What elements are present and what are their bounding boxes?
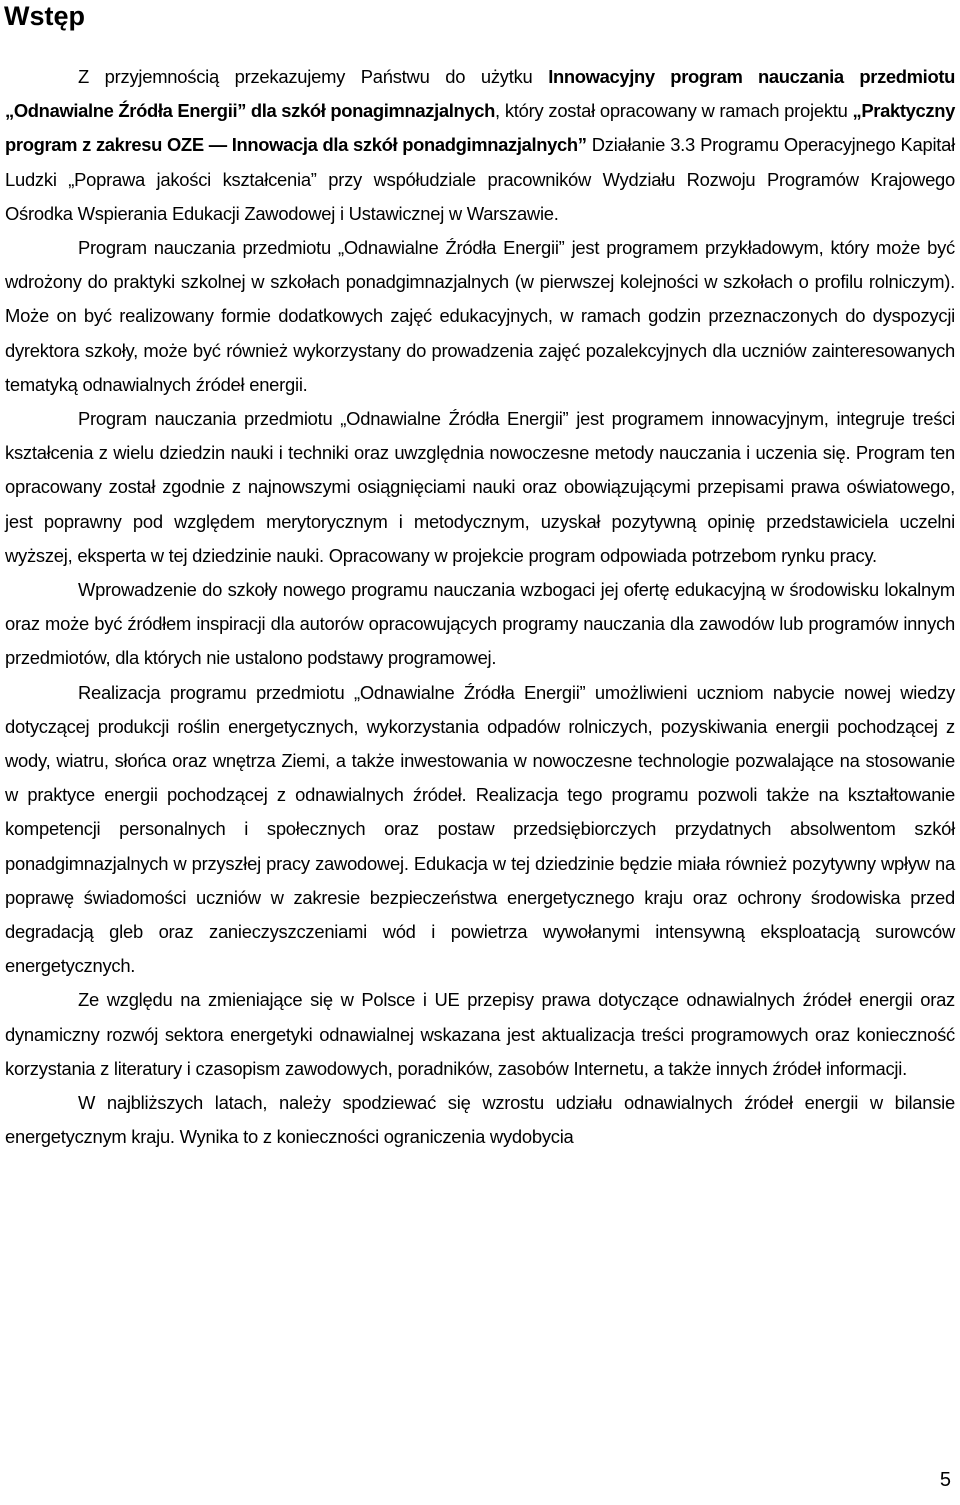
paragraph-2: Program nauczania przedmiotu „Odnawialne Źródła Energii” jest programem przykładowym, który może być wdrożony do praktyki szkolnej w szkołach ponadgimnazjalnych (w pierwszej kolejności w szkołach o profilu rolniczym). Może on być realizowany formie dodatkowych zajęć edukacyjnych, w ramach godzin przeznaczonych do dyspozycji dyrektora szkoły, może być również wykorzystany do prowadzenia zajęć pozalekcyjnych dla uczniów zainteresowanych tematyką odnawialnych źródeł energii. [5, 237, 955, 395]
project-title: „Praktyczny program z zakresu OZE — Innowacja dla szkół ponadgimnazjalnych” [5, 100, 956, 156]
program-title: Innowacyjny program nauczania przedmiotu „Odnawialne Źródła Energii” dla szkół ponagimnazjalnych [5, 66, 955, 122]
paragraph-1-part-1: Z przyjemnością przekazujemy Państwu do użytku [78, 66, 549, 87]
paragraph-5: Realizacja programu przedmiotu „Odnawialne Źródła Energii” umożliwieni uczniom nabycie nowej wiedzy dotyczącej produkcji roślin energetycznych, wykorzystania odpadów rolniczych, pozyskiwania energii pochodzącej z wody, wiatru, słońca oraz wnętrza Ziemi, a także inwestowania w nowoczesne technologie pozwalające na stosowanie w praktyce energii pochodzącej z odnawialnych źródeł. Realizacja tego programu pozwoli także na kształtowanie kompetencji personalnych i społecznych oraz postaw przedsiębiorczych przydatnych absolwentom szkół ponadgimnazjalnych w przyszłej pracy zawodowej. Edukacja w tej dziedzinie będzie miała również pozytywny wpływ na poprawę świadomości uczniów w zakresie bezpieczeństwa energetycznego kraju oraz ochrony środowiska przed degradacją gleb oraz zanieczyszczeniami wód i powietrza wywołanymi intensywną eksploatacją surowców energetycznych. [5, 681, 955, 977]
paragraph-1 [5, 60, 955, 231]
paragraph-1-part-5: Działanie 3.3 Programu Operacyjnego Kapitał Ludzki „Poprawa jakości kształcenia” przy współudziale pracowników Wydziału Rozwoju Programów Krajowego Ośrodka Wspierania Edukacji Zawodowej i Ustawicznej w Warszawie. [5, 134, 955, 224]
paragraph-7: W najbliższych latach, należy spodziewać się wzrostu udziału odnawialnych źródeł energii w bilansie energetycznym kraju. Wynika to z konieczności ograniczenia wydobycia [5, 1092, 955, 1148]
section-heading: Wstęp [4, 1, 85, 31]
paragraph-1-part-3: , który został opracowany w ramach projektu [495, 100, 853, 122]
body-text [5, 60, 955, 1155]
paragraph-6: Ze względu na zmieniające się w Polsce i UE przepisy prawa dotyczące odnawialnych źródeł energii oraz dynamiczny rozwój sektora energetyki odnawialnej wskazana jest aktualizacja treści programowych oraz konieczność korzystania z literatury i czasopism zawodowych, poradników, zasobów Internetu, a także innych źródeł informacji. [5, 989, 955, 1079]
paragraph-3: Program nauczania przedmiotu „Odnawialne Źródła Energii” jest programem innowacyjnym, integruje treści kształcenia z wielu dziedzin nauki i techniki oraz uwzględnia nowoczesne metody nauczania i uczenia się. Program ten opracowany został zgodnie z najnowszymi osiągnięciami nauki oraz obowiązującymi przepisami prawa oświatowego, jest poprawny pod względem merytorycznym i metodycznym, uzyskał pozytywną opinię przedstawiciela uczelni wyższej, eksperta w tej dziedzinie nauki. Opracowany w projekcie program odpowiada potrzebom rynku pracy. [5, 408, 955, 566]
page-number: 5 [939, 1469, 951, 1491]
paragraph-4: Wprowadzenie do szkoły nowego programu nauczania wzbogaci jej ofertę edukacyjną w środowisku lokalnym oraz może być źródłem inspiracji dla autorów opracowujących programy nauczania dla zawodów lub programów innych przedmiotów, dla których nie ustalono podstawy programowej. [5, 579, 955, 669]
